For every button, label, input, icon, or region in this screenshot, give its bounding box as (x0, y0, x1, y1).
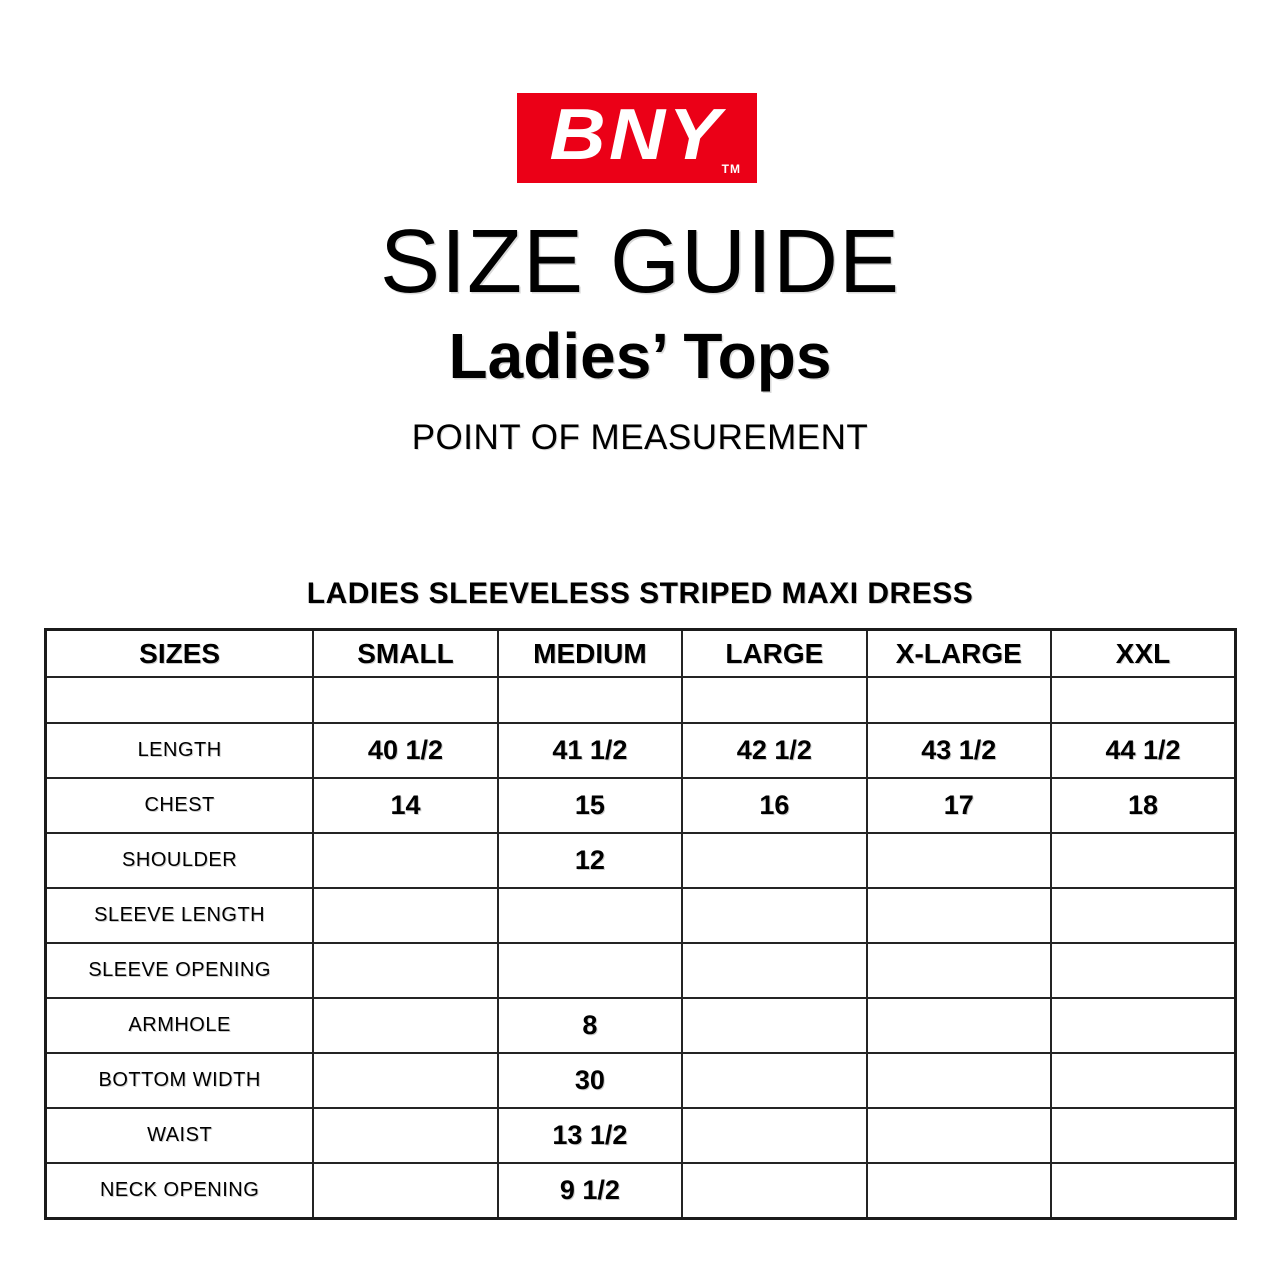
row-label: WAIST (46, 1108, 314, 1163)
cell-value (1051, 1108, 1236, 1163)
cell-value: 18 (1051, 778, 1236, 833)
row-label: SLEEVE OPENING (46, 943, 314, 998)
cell-value: 13 1/2 (498, 1108, 682, 1163)
cell-value (867, 833, 1051, 888)
cell-value (313, 888, 497, 943)
size-table-body (46, 677, 1236, 1219)
cell-value (498, 677, 682, 723)
column-header: LARGE (682, 630, 866, 678)
table-row (46, 1163, 1236, 1219)
cell-value: 42 1/2 (682, 723, 866, 778)
column-header: XXL (1051, 630, 1236, 678)
table-row (46, 888, 1236, 943)
cell-value (867, 1163, 1051, 1219)
bny-logo-text: BNY (550, 95, 724, 175)
cell-value (1051, 888, 1236, 943)
cell-value (867, 677, 1051, 723)
row-label: BOTTOM WIDTH (46, 1053, 314, 1108)
cell-value: 44 1/2 (1051, 723, 1236, 778)
table-row (46, 723, 1236, 778)
size-table-head-row (46, 630, 1236, 678)
size-table (44, 628, 1237, 1220)
cell-value: 15 (498, 778, 682, 833)
cell-value (1051, 998, 1236, 1053)
cell-value: 14 (313, 778, 497, 833)
cell-value (867, 888, 1051, 943)
row-label: CHEST (46, 778, 314, 833)
page-subtitle: Ladies’ Tops (448, 320, 832, 392)
cell-value (313, 1108, 497, 1163)
cell-value (1051, 833, 1236, 888)
cell-value: 41 1/2 (498, 723, 682, 778)
cell-value (313, 677, 497, 723)
cell-value: 43 1/2 (867, 723, 1051, 778)
cell-value (867, 1053, 1051, 1108)
cell-value (498, 888, 682, 943)
measurement-label: POINT OF MEASUREMENT (411, 418, 869, 457)
cell-value: 8 (498, 998, 682, 1053)
row-label: SHOULDER (46, 833, 314, 888)
column-header: SMALL (313, 630, 497, 678)
cell-value (313, 833, 497, 888)
cell-value (682, 833, 866, 888)
table-row (46, 1108, 1236, 1163)
page-title: SIZE GUIDE (379, 212, 901, 312)
cell-value (682, 1108, 866, 1163)
cell-value: 12 (498, 833, 682, 888)
cell-value (682, 677, 866, 723)
cell-value (1051, 1053, 1236, 1108)
cell-value (313, 998, 497, 1053)
column-header: X-LARGE (867, 630, 1051, 678)
table-row (46, 998, 1236, 1053)
table-row (46, 943, 1236, 998)
cell-value (313, 943, 497, 998)
column-header: MEDIUM (498, 630, 682, 678)
column-header-sizes: SIZES (46, 630, 314, 678)
row-label: LENGTH (46, 723, 314, 778)
cell-value: 9 1/2 (498, 1163, 682, 1219)
cell-value (682, 998, 866, 1053)
table-row (46, 778, 1236, 833)
cell-value: 40 1/2 (313, 723, 497, 778)
cell-value: 30 (498, 1053, 682, 1108)
table-row (46, 833, 1236, 888)
cell-value (867, 1108, 1051, 1163)
row-label: SLEEVE LENGTH (46, 888, 314, 943)
row-label (46, 677, 314, 723)
table-title: LADIES SLEEVELESS STRIPED MAXI DRESS (306, 577, 974, 610)
cell-value (867, 998, 1051, 1053)
cell-value (682, 1163, 866, 1219)
cell-value (313, 1163, 497, 1219)
cell-value: 16 (682, 778, 866, 833)
cell-value (498, 943, 682, 998)
table-row (46, 677, 1236, 723)
table-row (46, 1053, 1236, 1108)
row-label: ARMHOLE (46, 998, 314, 1053)
cell-value (682, 888, 866, 943)
cell-value (682, 943, 866, 998)
cell-value (682, 1053, 866, 1108)
cell-value (1051, 677, 1236, 723)
cell-value (1051, 1163, 1236, 1219)
trademark-symbol: TM (721, 162, 741, 176)
row-label: NECK OPENING (46, 1163, 314, 1219)
cell-value: 17 (867, 778, 1051, 833)
cell-value (1051, 943, 1236, 998)
cell-value (313, 1053, 497, 1108)
cell-value (867, 943, 1051, 998)
bny-logo (517, 93, 757, 183)
